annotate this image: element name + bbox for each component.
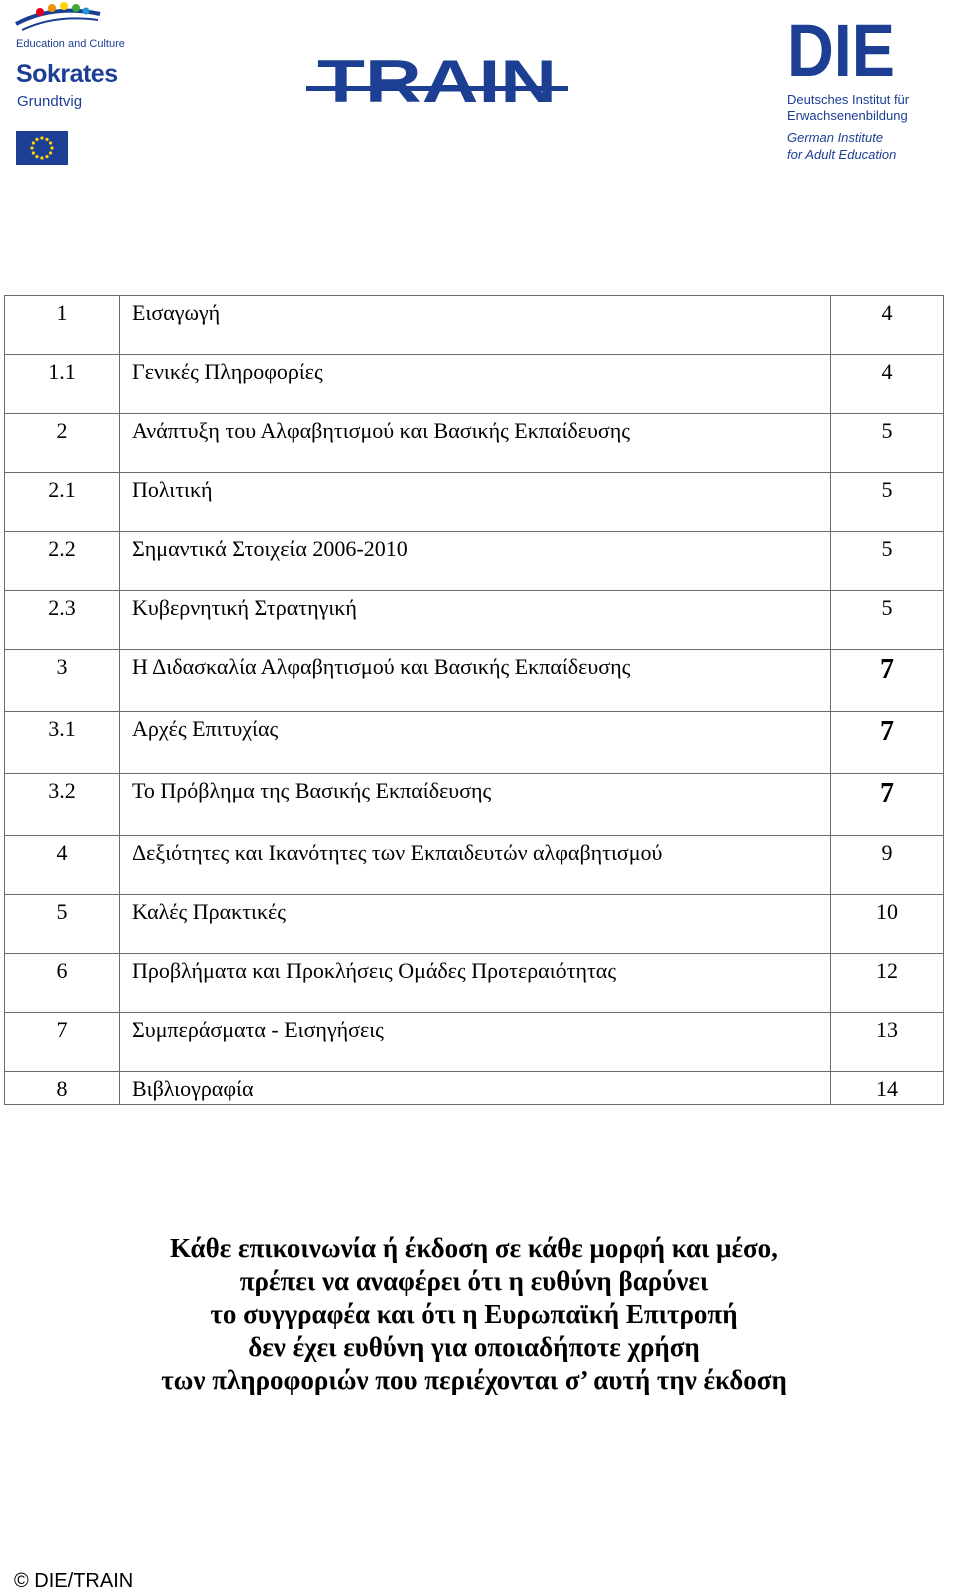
page-number: 5 [831,591,944,650]
section-title: Καλές Πρακτικές [120,895,831,954]
page-number: 13 [831,1013,944,1072]
toc-body [5,296,944,1105]
toc-row [5,296,944,355]
section-title: Το Πρόβλημα της Βασικής Εκπαίδευσης [120,774,831,836]
page-number: 9 [831,836,944,895]
section-number: 5 [5,895,120,954]
section-title: Συμπεράσματα - Εισηγήσεις [120,1013,831,1072]
disclaimer-line: Κάθε επικοινωνία ή έκδοση σε κάθε μορφή και μέσο, [170,1233,778,1263]
section-title: Γενικές Πληροφορίες [120,355,831,414]
page-number: 12 [831,954,944,1013]
program-line: Education and Culture [16,38,125,50]
section-title: Ανάπτυξη του Αλφαβητισμού και Βασικής Εκπαίδευσης [120,414,831,473]
education-culture-swoosh-icon [14,0,104,34]
section-number: 2.1 [5,473,120,532]
die-name-line1: Deutsches Institut für [787,92,910,107]
page-number: 5 [831,473,944,532]
page-number: 10 [831,895,944,954]
disclaimer-line: το συγγραφέα και ότι η Ευρωπαϊκή Επιτροπή [210,1299,738,1329]
section-number: 2.3 [5,591,120,650]
page-number: 5 [831,414,944,473]
section-title: Αρχές Επιτυχίας [120,712,831,774]
train-logo [306,52,568,108]
toc-row [5,355,944,414]
die-mark-text: DIE [787,9,895,80]
section-number: 7 [5,1013,120,1072]
toc-row [5,591,944,650]
train-logo-text: TRAIN [317,52,557,108]
sokrates-title: Sokrates [16,60,118,88]
toc-row [5,836,944,895]
toc-row [5,473,944,532]
section-title: Προβλήματα και Προκλήσεις Ομάδες Προτεραιότητας [120,954,831,1013]
section-title: Βιβλιογραφία [120,1072,831,1105]
section-number: 3.2 [5,774,120,836]
copyright-notice: © DIE/TRAIN [14,1570,134,1592]
eu-disclaimer [0,1232,948,1397]
page-number: 7 [831,774,944,836]
page-number: 4 [831,296,944,355]
die-mark-icon [787,8,899,80]
disclaimer-line: δεν έχει ευθύνη για οποιαδήποτε χρήση [248,1332,700,1362]
die-logo [787,8,947,168]
section-number: 1 [5,296,120,355]
toc-row [5,532,944,591]
page-number: 14 [831,1072,944,1105]
toc-row [5,1013,944,1072]
page-number: 5 [831,532,944,591]
section-number: 2.2 [5,532,120,591]
page-number: 7 [831,712,944,774]
die-name-line3: German Institute [787,130,884,145]
toc-row [5,1072,944,1105]
section-number: 3 [5,650,120,712]
toc-row [5,774,944,836]
toc-row [5,895,944,954]
section-number: 6 [5,954,120,1013]
section-title: Εισαγωγή [120,296,831,355]
section-title: Κυβερνητική Στρατηγική [120,591,831,650]
page-number: 4 [831,355,944,414]
toc-row [5,954,944,1013]
die-name-line4: for Adult Education [787,147,897,162]
section-number: 2 [5,414,120,473]
grundtvig-subtitle: Grundtvig [17,93,83,110]
section-number: 8 [5,1072,120,1105]
section-number: 4 [5,836,120,895]
section-title: Η Διδασκαλία Αλφαβητισμού και Βασικής Εκπαίδευσης [120,650,831,712]
page-number: 7 [831,650,944,712]
toc-row [5,712,944,774]
section-title: Δεξιότητες και Ικανότητες των Εκπαιδευτών αλφαβητισμού [120,836,831,895]
table-of-contents [4,295,944,1105]
section-title: Σημαντικά Στοιχεία 2006-2010 [120,532,831,591]
sokrates-grundtvig-logo [14,0,124,168]
toc-row [5,650,944,712]
section-title: Πολιτική [120,473,831,532]
section-number: 1.1 [5,355,120,414]
die-name-line2: Erwachsenenbildung [787,108,908,123]
eu-flag-icon [16,131,68,165]
toc-row [5,414,944,473]
disclaimer-line: των πληροφοριών που περιέχονται σ’ αυτή την έκδοση [161,1365,787,1395]
section-number: 3.1 [5,712,120,774]
disclaimer-line: πρέπει να αναφέρει ότι η ευθύνη βαρύνει [239,1266,709,1296]
